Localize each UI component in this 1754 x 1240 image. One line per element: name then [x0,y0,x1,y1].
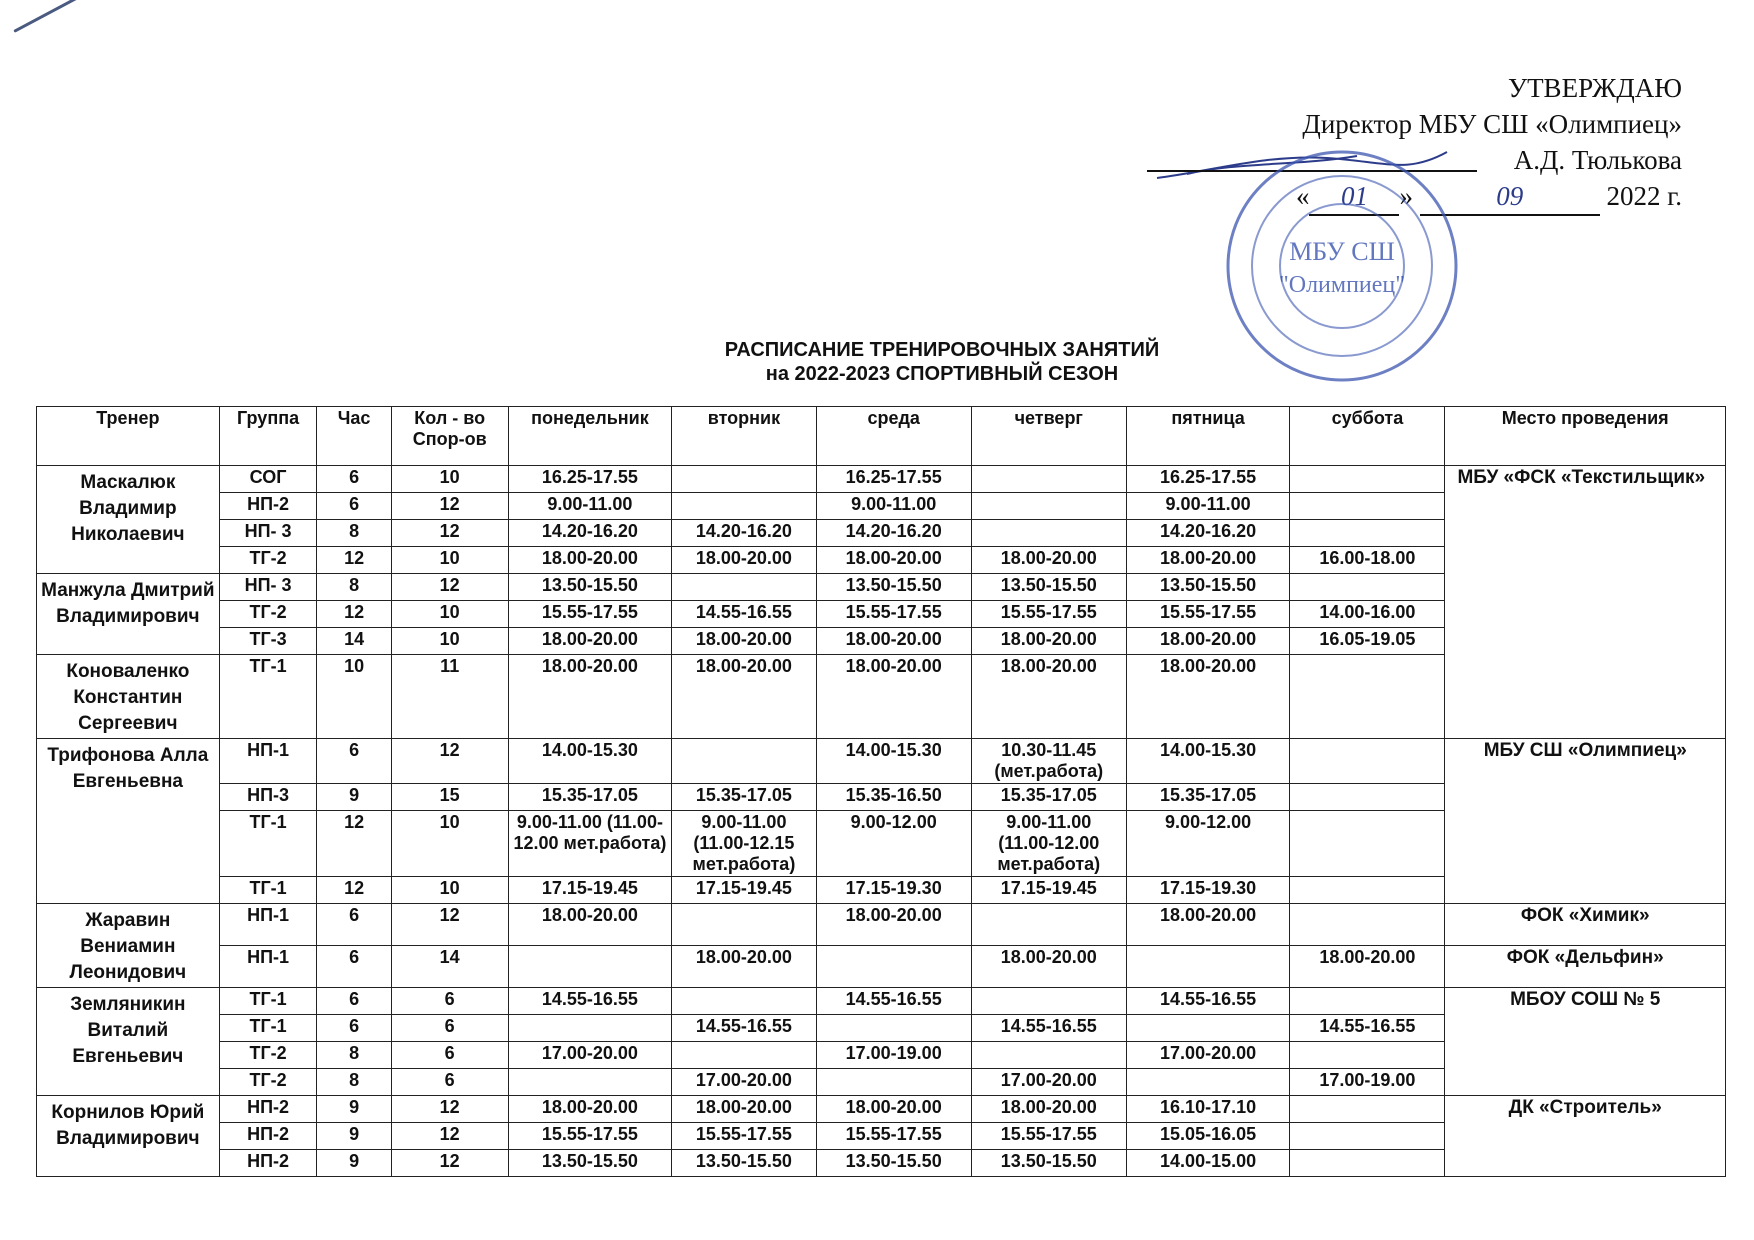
schedule-cell: 12 [391,574,508,601]
schedule-cell: НП- 3 [219,574,317,601]
schedule-cell: 15.35-17.05 [672,784,816,811]
signer-name: А.Д. Тюлькова [1513,145,1682,175]
schedule-cell: 18.00-20.00 [672,655,816,739]
schedule-cell: 13.50-15.50 [1126,574,1290,601]
schedule-cell [971,520,1126,547]
schedule-cell: НП- 3 [219,520,317,547]
schedule-cell [1290,1096,1445,1123]
schedule-cell: ТГ-1 [219,877,317,904]
schedule-cell: 12 [391,1123,508,1150]
trainer-cell: Манжула Дмитрий Владимирович [37,574,220,655]
schedule-cell: НП-1 [219,946,317,988]
header-cell: Место проведения [1445,407,1726,466]
schedule-cell: 17.00-20.00 [1126,1042,1290,1069]
header-cell: суббота [1290,407,1445,466]
schedule-cell [1290,811,1445,877]
date-close-quote: » [1399,181,1413,211]
schedule-cell: 15 [391,784,508,811]
schedule-cell: 18.00-20.00 [508,1096,672,1123]
schedule-cell: 15.55-17.55 [508,1123,672,1150]
schedule-cell: 9.00-11.00 (11.00-12.00 мет.работа) [508,811,672,877]
schedule-cell: 6 [317,1015,391,1042]
schedule-cell: 12 [391,739,508,784]
schedule-cell [1126,1015,1290,1042]
schedule-cell: НП-3 [219,784,317,811]
schedule-cell: 17.00-20.00 [508,1042,672,1069]
schedule-cell: 14.55-16.55 [508,988,672,1015]
schedule-cell: 18.00-20.00 [971,946,1126,988]
schedule-cell: 12 [317,877,391,904]
schedule-cell: ТГ-3 [219,628,317,655]
schedule-cell [1290,988,1445,1015]
schedule-cell: 10 [391,466,508,493]
table-row [37,1096,1726,1123]
schedule-cell: 18.00-20.00 [508,547,672,574]
schedule-cell: 13.50-15.50 [672,1150,816,1177]
schedule-cell: 15.55-17.55 [816,1123,971,1150]
schedule-cell: 12 [391,520,508,547]
header-cell: Группа [219,407,317,466]
schedule-cell: 6 [317,493,391,520]
schedule-cell: 12 [317,811,391,877]
schedule-cell: 6 [391,1069,508,1096]
table-row [37,946,1726,988]
schedule-cell: 14.00-15.30 [816,739,971,784]
schedule-cell: 10.30-11.45 (мет.работа) [971,739,1126,784]
schedule-cell: 18.00-20.00 [1126,904,1290,946]
table-row [37,739,1726,784]
place-cell: ФОК «Химик» [1445,904,1726,946]
schedule-cell [672,1042,816,1069]
schedule-cell: 12 [317,547,391,574]
schedule-cell: 13.50-15.50 [508,1150,672,1177]
schedule-cell: 18.00-20.00 [672,1096,816,1123]
schedule-cell: 18.00-20.00 [1126,628,1290,655]
stamp-center-line1: МБУ СШ [1289,237,1395,266]
header-cell: Кол - во Спор-ов [391,407,508,466]
schedule-cell: 9.00-11.00 (11.00-12.15 мет.работа) [672,811,816,877]
place-cell: ФОК «Дельфин» [1445,946,1726,988]
schedule-cell: 18.00-20.00 [672,628,816,655]
schedule-cell: НП-1 [219,904,317,946]
schedule-cell: 14.55-16.55 [816,988,971,1015]
schedule-cell: 18.00-20.00 [816,655,971,739]
trainer-cell: Коноваленко Константин Сергеевич [37,655,220,739]
schedule-cell: НП-2 [219,493,317,520]
schedule-cell [1126,1069,1290,1096]
schedule-cell: 6 [317,739,391,784]
trainer-cell: Маскалюк Владимир Николаевич [37,466,220,574]
approval-title: УТВЕРЖДАЮ [1507,73,1682,103]
schedule-cell: 15.55-17.55 [672,1123,816,1150]
trainer-cell: Корнилов Юрий Владимирович [37,1096,220,1177]
trainer-cell: Трифонова Алла Евгеньевна [37,739,220,904]
schedule-cell: 18.00-20.00 [816,1096,971,1123]
schedule-cell: 18.00-20.00 [971,547,1126,574]
schedule-cell: 9 [317,1096,391,1123]
schedule-cell [971,466,1126,493]
header-cell: среда [816,407,971,466]
place-cell: МБОУ СОШ № 5 [1445,988,1726,1096]
schedule-cell: 10 [391,601,508,628]
table-row [37,988,1726,1015]
schedule-cell [971,988,1126,1015]
schedule-cell: 10 [391,547,508,574]
schedule-cell [508,1015,672,1042]
header-cell: Тренер [37,407,220,466]
schedule-cell: 15.05-16.05 [1126,1123,1290,1150]
schedule-cell: СОГ [219,466,317,493]
header-cell: четверг [971,407,1126,466]
schedule-cell: 8 [317,1042,391,1069]
trainer-cell: Жаравин Вениамин Леонидович [37,904,220,988]
schedule-cell: 9 [317,784,391,811]
schedule-body [37,466,1726,1177]
schedule-cell: 15.55-17.55 [1126,601,1290,628]
title-line1: РАСПИСАНИЕ ТРЕНИРОВОЧНЫХ ЗАНЯТИЙ [724,339,1160,361]
schedule-cell: 18.00-20.00 [971,655,1126,739]
schedule-cell [1290,1123,1445,1150]
title-line2: на 2022-2023 СПОРТИВНЫЙ СЕЗОН [765,363,1119,385]
schedule-cell: 9.00-11.00 [816,493,971,520]
schedule-cell: 6 [317,946,391,988]
schedule-cell: НП-2 [219,1096,317,1123]
schedule-cell: ТГ-1 [219,811,317,877]
schedule-cell: 14 [317,628,391,655]
schedule-cell: 6 [391,988,508,1015]
schedule-cell: 14 [391,946,508,988]
header-cell: пятница [1126,407,1290,466]
schedule-cell [816,946,971,988]
schedule-cell: 14.55-16.55 [672,601,816,628]
schedule-cell [672,904,816,946]
schedule-cell: 9 [317,1150,391,1177]
schedule-cell: 13.50-15.50 [971,1150,1126,1177]
schedule-cell: 18.00-20.00 [672,946,816,988]
header-cell: понедельник [508,407,672,466]
schedule-cell: 13.50-15.50 [508,574,672,601]
schedule-cell: 12 [317,601,391,628]
schedule-cell: 12 [391,1096,508,1123]
date-year: 2022 г. [1606,181,1682,211]
schedule-cell: 12 [391,904,508,946]
schedule-cell: 18.00-20.00 [1126,655,1290,739]
schedule-cell: 17.00-20.00 [971,1069,1126,1096]
schedule-cell: ТГ-2 [219,1042,317,1069]
schedule-cell: 16.00-18.00 [1290,547,1445,574]
schedule-cell [1290,493,1445,520]
schedule-cell [672,574,816,601]
schedule-cell: 16.05-19.05 [1290,628,1445,655]
schedule-cell: 8 [317,520,391,547]
schedule-cell: 17.15-19.45 [508,877,672,904]
schedule-cell: 18.00-20.00 [508,655,672,739]
schedule-cell: 6 [317,466,391,493]
date-open-quote: « [1295,181,1310,211]
schedule-cell: 18.00-20.00 [508,628,672,655]
schedule-cell: 17.00-19.00 [1290,1069,1445,1096]
schedule-cell: 13.50-15.50 [971,574,1126,601]
schedule-cell: 9.00-11.00 [508,493,672,520]
place-cell: МБУ «ФСК «Текстильщик» [1445,466,1726,739]
schedule-cell: 14.55-16.55 [672,1015,816,1042]
date-month: 09 [1420,178,1600,216]
place-cell: ДК «Строитель» [1445,1096,1726,1177]
schedule-cell: 14.55-16.55 [1126,988,1290,1015]
schedule-cell: 15.55-17.55 [971,1123,1126,1150]
schedule-cell: 17.00-20.00 [672,1069,816,1096]
schedule-cell: ТГ-1 [219,655,317,739]
schedule-cell: 9 [317,1123,391,1150]
schedule-cell: 13.50-15.50 [816,1150,971,1177]
schedule-cell: 15.35-17.05 [1126,784,1290,811]
schedule-cell: 18.00-20.00 [1126,547,1290,574]
schedule-cell: 14.20-16.20 [508,520,672,547]
schedule-cell: 6 [317,988,391,1015]
schedule-cell: 12 [391,1150,508,1177]
schedule-cell: 9.00-11.00 (11.00-12.00 мет.работа) [971,811,1126,877]
schedule-cell: ТГ-2 [219,601,317,628]
schedule-cell: 14.55-16.55 [971,1015,1126,1042]
schedule-cell: 10 [317,655,391,739]
schedule-cell [971,493,1126,520]
schedule-cell: 14.20-16.20 [672,520,816,547]
schedule-cell [1290,574,1445,601]
schedule-cell: 15.55-17.55 [508,601,672,628]
schedule-cell: 12 [391,493,508,520]
schedule-cell [1290,520,1445,547]
schedule-cell: 14.20-16.20 [816,520,971,547]
schedule-cell: 14.55-16.55 [1290,1015,1445,1042]
schedule-cell [672,739,816,784]
schedule-cell: 18.00-20.00 [672,547,816,574]
stamp-center-line2: "Олимпиец" [1278,272,1406,298]
schedule-cell: 18.00-20.00 [816,547,971,574]
schedule-cell: 18.00-20.00 [816,904,971,946]
table-header-row [37,407,1726,466]
schedule-cell: 16.25-17.55 [508,466,672,493]
schedule-cell: 17.15-19.30 [816,877,971,904]
schedule-cell: 16.10-17.10 [1126,1096,1290,1123]
schedule-cell [1290,655,1445,739]
pen-mark [13,0,78,33]
schedule-cell: 15.35-17.05 [971,784,1126,811]
date-day: 01 [1309,178,1399,216]
schedule-cell: 18.00-20.00 [816,628,971,655]
schedule-cell: 9.00-12.00 [816,811,971,877]
schedule-cell: 18.00-20.00 [971,1096,1126,1123]
schedule-cell [508,1069,672,1096]
schedule-cell: 14.00-15.30 [508,739,672,784]
schedule-cell: 14.20-16.20 [1126,520,1290,547]
schedule-cell [1290,739,1445,784]
schedule-cell: 6 [391,1015,508,1042]
schedule-cell [1126,946,1290,988]
schedule-cell: ТГ-1 [219,988,317,1015]
schedule-cell [1290,784,1445,811]
schedule-cell: 6 [391,1042,508,1069]
page-title [0,338,1754,386]
schedule-cell: 8 [317,574,391,601]
schedule-cell: 14.00-15.00 [1126,1150,1290,1177]
header-cell: Час [317,407,391,466]
schedule-cell [1290,466,1445,493]
schedule-cell: 17.15-19.45 [971,877,1126,904]
schedule-cell: 17.00-19.00 [816,1042,971,1069]
schedule-cell: ТГ-2 [219,547,317,574]
schedule-cell [816,1015,971,1042]
schedule-cell [508,946,672,988]
schedule-cell: 15.35-17.05 [508,784,672,811]
schedule-cell: 11 [391,655,508,739]
schedule-cell: НП-2 [219,1150,317,1177]
schedule-cell: 15.55-17.55 [971,601,1126,628]
schedule-cell: 14.00-16.00 [1290,601,1445,628]
schedule-cell: НП-1 [219,739,317,784]
schedule-cell: 9.00-11.00 [1126,493,1290,520]
schedule-cell [1290,877,1445,904]
schedule-cell: 18.00-20.00 [971,628,1126,655]
schedule-cell: 16.25-17.55 [1126,466,1290,493]
schedule-cell [971,904,1126,946]
schedule-cell: ТГ-2 [219,1069,317,1096]
approval-position: Директор МБУ СШ «Олимпиец» [1302,109,1682,139]
table-row [37,466,1726,493]
schedule-cell: 15.55-17.55 [816,601,971,628]
schedule-cell: 10 [391,628,508,655]
schedule-cell: 15.35-16.50 [816,784,971,811]
schedule-cell: 17.15-19.45 [672,877,816,904]
schedule-cell: 18.00-20.00 [1290,946,1445,988]
schedule-cell [672,493,816,520]
schedule-cell [971,1042,1126,1069]
schedule-cell: 8 [317,1069,391,1096]
header-cell: вторник [672,407,816,466]
schedule-cell [672,988,816,1015]
schedule-cell: 14.00-15.30 [1126,739,1290,784]
place-cell: МБУ СШ «Олимпиец» [1445,739,1726,904]
schedule-cell: 9.00-12.00 [1126,811,1290,877]
schedule-cell: 13.50-15.50 [816,574,971,601]
schedule-cell: НП-2 [219,1123,317,1150]
trainer-cell: Земляникин Виталий Евгеньевич [37,988,220,1096]
schedule-cell: 17.15-19.30 [1126,877,1290,904]
schedule-cell [816,1069,971,1096]
table-row [37,904,1726,946]
schedule-cell [1290,1150,1445,1177]
schedule-cell: 10 [391,811,508,877]
schedule-cell: 6 [317,904,391,946]
schedule-cell: 18.00-20.00 [508,904,672,946]
schedule-cell [1290,904,1445,946]
schedule-cell [1290,1042,1445,1069]
schedule-cell [672,466,816,493]
schedule-cell: 10 [391,877,508,904]
schedule-table [36,406,1726,1177]
schedule-cell: ТГ-1 [219,1015,317,1042]
schedule-cell: 16.25-17.55 [816,466,971,493]
